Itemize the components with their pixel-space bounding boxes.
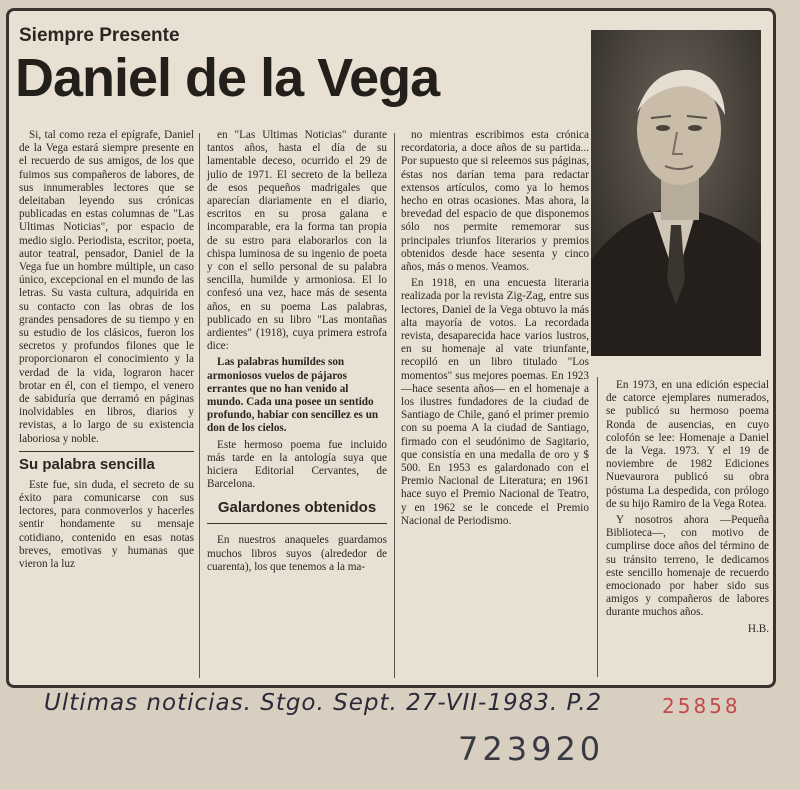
- column-2: [207, 129, 387, 577]
- column-rule: [394, 133, 395, 678]
- paragraph: en "Las Ultimas Noticias" durante tantos años, hasta el día de su lamentable deceso, ocurrido el 29 de julio de 1971. El secreto de la belleza de esos pequeños madrigales que aparecían diariamente en el diario, escritos en su prosa galana e incomparable, era la forma tan propia de su estro para elaborarlos con la chispa luminosa de su ingenio de poeta y con el sello personal de su palabra sencilla, humilde y armoniosa. El lo confesó una vez, hace más de sesenta años, en su poema Las palabras, publicado en su libro "Las montañas ardientes" (1918), cuya primera estrofa dice:: [207, 129, 387, 353]
- column-3: [401, 129, 589, 531]
- handwritten-archive-number: 723920: [458, 730, 605, 768]
- handwritten-source-note: Ultimas noticias. Stgo. Sept. 27-VII-1983. P.2: [44, 690, 603, 716]
- paragraph: Este hermoso poema fue incluido más tarde en la antología suya que hiciera Editorial Cervantes, de Barcelona.: [207, 438, 387, 491]
- portrait-photo: [591, 30, 761, 356]
- paragraph: Si, tal como reza el epígrafe, Daniel de la Vega estará siempre presente en el recuerdo de sus amigos, de los que fuimos sus compañeros de labores, de sus innumerables lectores que se deleitaban leyendo sus crónicas publicadas en estas columnas de "Las Ultimas Noticias", por espacio de medio siglo. Periodista, escritor, poeta, autor teatral, pensador, Daniel de la Vega fue un hombre múltiple, un caso único, excepcional en el mundo de las letras. Su vasta cultura, adquirida en su contacto con las obras de los grandes pensadores de su tiempo y en su estudio de los clásicos, fueron los secretos y profundos filones que le proporcionaron el conocimiento y la verdad de la vida, lograron hacer brotar en él, con el tiempo, el venero de sabiduría que derramó en páginas inolvidables en libros, diarios y revistas, a lo largo de su existencia laboriosa y noble.: [19, 129, 194, 445]
- paragraph: no mientras escribimos esta crónica recordatoria, a doce años de su partida... Por supuesto que si releemos sus páginas, éstas nos darían tema para redactar extensos artículos, como ya lo hemos hecho en otras ocasiones. Mas ahora, la brevedad del espacio de que disponemos sólo nos permite rememorar sus principales triunfos literarios y premios obtenidos desde hace sesenta y cinco años, más o menos. Veamos.: [401, 129, 589, 274]
- column-rule: [597, 377, 598, 677]
- poem-stanza: Las palabras humildes son armoniosos vuelos de pájaros errantes que no han venido al mundo. Cada una posee un sentido profundo, habiar con sencillez es un don de los cielos.: [207, 356, 379, 435]
- headline: Daniel de la Vega: [15, 48, 440, 108]
- column-1: [19, 129, 194, 574]
- portrait-illustration: [591, 30, 761, 356]
- column-4: [606, 379, 769, 639]
- paragraph: En 1973, en una edición especial de catorce ejemplares numerados, se publicó su hermoso poema Ronda de ausencias, en cuyo colofón se lee: Homenaje a Daniel de la Vega. 1973. Y el 19 de noviembre de 1982 Ediciones Nuevaurora publicó su obra póstuma La despedida, con prólogo de su hijo Ramiro de la Vega Rotea.: [606, 379, 769, 510]
- kicker: Siempre Presente: [19, 25, 180, 46]
- paragraph: Y nosotros ahora —Pequeña Biblioteca—, con motivo de cumplirse doce años del término de su tránsito terreno, le dedicamos este sencillo homenaje de recuerdo emocionado por haber sido sus amigos y compañeros de labores durante muchos años.: [606, 514, 769, 619]
- signature: H.B.: [747, 622, 769, 635]
- paragraph: Este fue, sin duda, el secreto de su éxito para comunicarse con sus lectores, para conmoverlos y hacerles sentir hondamente su mensaje cotidiano, contenido en esas notas breves, emotivas y humanas que vieron la luz: [19, 478, 194, 571]
- column-rule: [199, 133, 200, 678]
- paragraph: En 1918, en una encuesta literaria realizada por la revista Zig-Zag, entre sus lectores, Daniel de la Vega obtuvo la más alta mayoría de votos. La recordada revista, desaparecida hace varios lustros, en su homenaje al vate triunfante, recopiló en un libro titulado "Los momentos" sus mejores poemas. En 1923 —hace sesenta años— en el homenaje a los ilustres fundadores de la ciudad de Santiago de Chile, ganó el primer premio con su poema A la ciudad de Santiago, firmado con el seudónimo de Sagitario, que consistía en una medalla de oro y $ 500. En 1953 es galardonado con el Premio Nacional de Literatura; en 1961 hace suyo el Premio Nacional de Teatro, y en 1962 se le concede el Premio Nacional de Periodismo.: [401, 277, 589, 527]
- paragraph: En nuestros anaqueles guardamos muchos libros suyos (alrededor de cuarenta), los que tenemos a la ma-: [207, 534, 387, 573]
- handwritten-reference-number: 25858: [662, 694, 741, 718]
- subheading: Su palabra sencilla: [19, 451, 194, 474]
- subheading: Galardones obtenidos: [207, 499, 387, 524]
